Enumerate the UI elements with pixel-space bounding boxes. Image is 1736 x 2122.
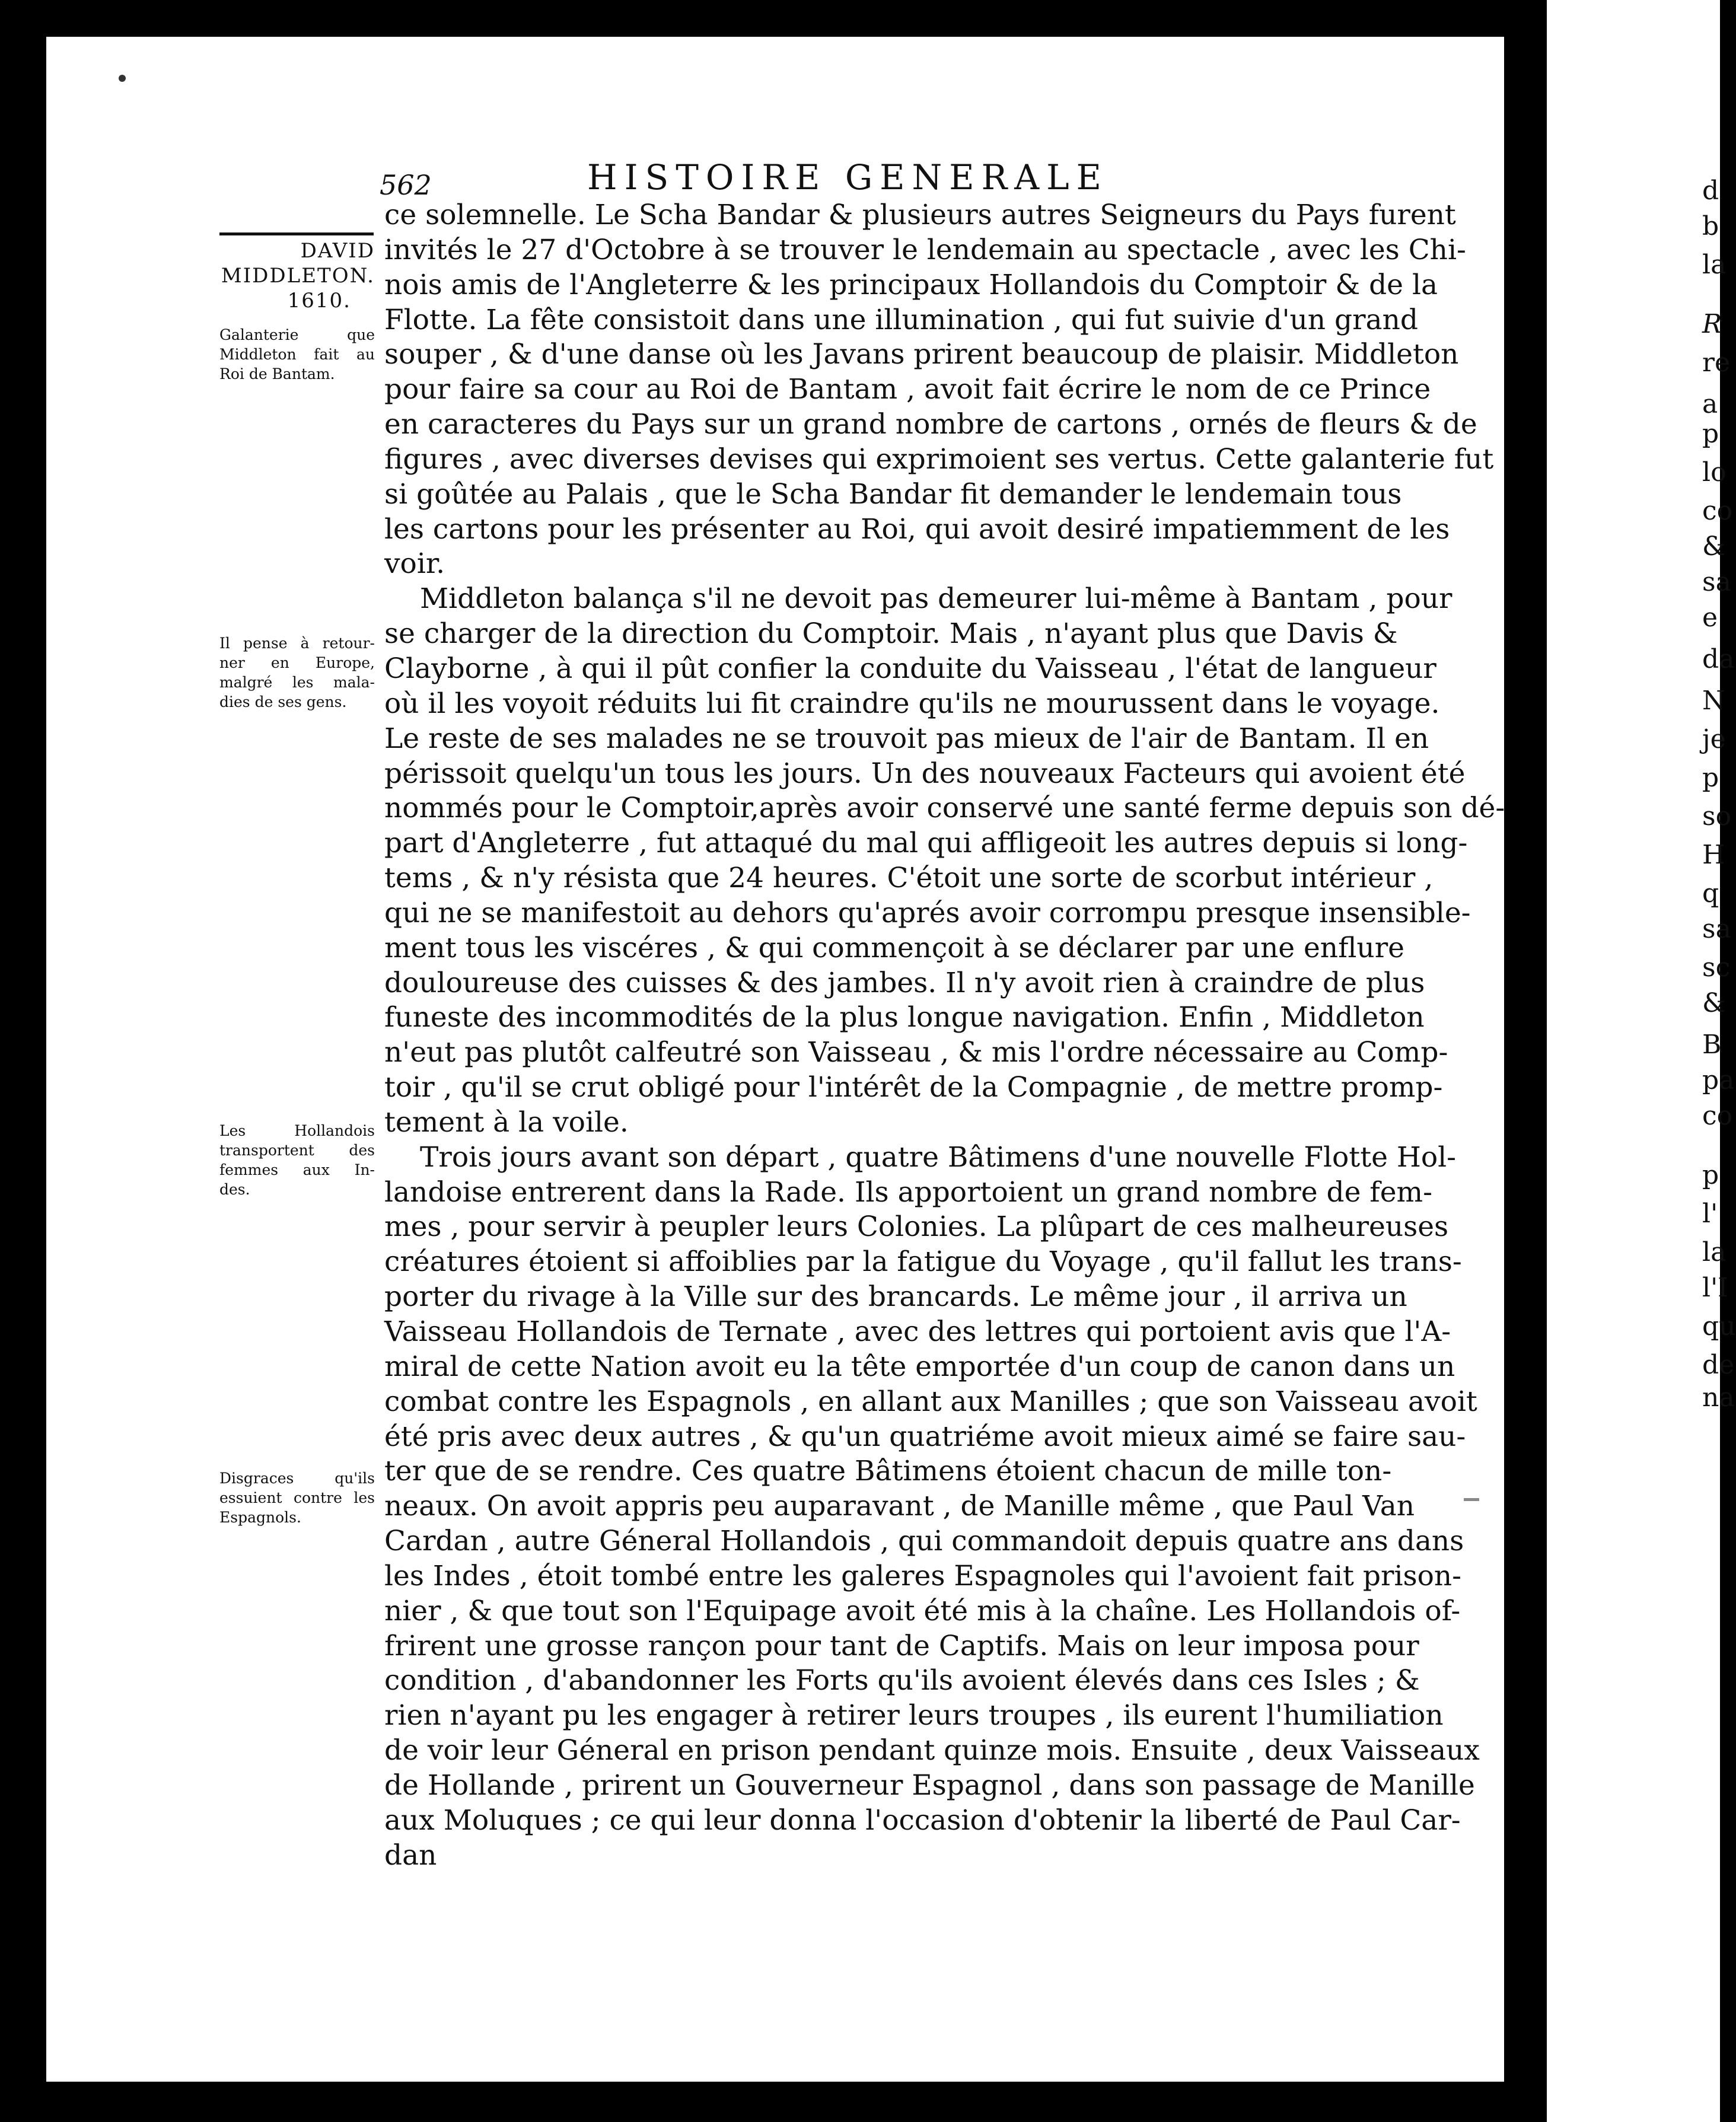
text-line: Trois jours avant son départ , quatre Bâtimens d'une nouvelle Flotte Hol- [420,1140,1457,1174]
margin-note-line: dies de ses gens. [219,693,347,710]
facing-page-fragment: re [1702,348,1731,378]
text-line: tems , & n'y résista que 24 heures. C'étoit une sorte de scorbut intérieur , [384,862,1434,895]
text-line: ter que de se rendre. Ces quatre Bâtimens étoient chacun de mille ton- [384,1455,1392,1488]
margin-note-line: malgré les mala- [219,674,375,691]
text-line: qui ne se manifestoit au dehors qu'aprés avoir corrompu presque insensible- [384,896,1471,929]
facing-page-fragment: sa [1702,914,1731,944]
text-line: Clayborne , à qui il pût confier la conduite du Vaisseau , l'état de langueur [384,652,1436,685]
margin-note-retour [219,633,375,712]
text-line: périssoit quelqu'un tous les jours. Un des nouveaux Facteurs qui avoient été [384,757,1466,790]
facing-page-fragment: B [1702,1030,1722,1060]
text-line: créatures étoient si affoiblies par la fatigue du Voyage , qu'il fallut les trans- [384,1245,1462,1279]
text-line: si goûtée au Palais , que le Scha Bandar fit demander le lendemain tous [384,477,1402,511]
facing-page-fragment: l'I [1702,1273,1728,1303]
facing-page-fragment: la [1702,1237,1727,1267]
facing-page-fragment: de [1702,1350,1735,1380]
margin-note-line: femmes aux In- [219,1161,375,1178]
text-line: de voir leur Géneral en prison pendant quinze mois. Ensuite , deux Vaisseaux [384,1734,1480,1767]
facing-page-fragment: e [1702,603,1718,633]
facing-page-fragment: & [1702,988,1726,1018]
text-line: été pris avec deux autres , & qu'un quatriéme avoit mieux aimé se faire sau- [384,1420,1466,1453]
margin-note-line: ner en Europe, [219,654,375,671]
facing-page-fragment: da [1702,644,1735,674]
text-line: Middleton balança s'il ne devoit pas demeurer lui-même à Bantam , pour [420,582,1452,616]
text-line: souper , & d'une danse où les Javans prirent beaucoup de plaisir. Middleton [384,338,1459,371]
margin-note-line: essuient contre les [219,1489,375,1506]
text-line: combat contre les Espagnols , en allant aux Manilles ; que son Vaisseau avoit [384,1385,1477,1418]
margin-heading-surname: MIDDLETON. [221,264,375,288]
scan-mark [1464,1498,1479,1501]
facing-page-fragment: H [1702,840,1725,870]
text-line: porter du rivage à la Ville sur des brancards. Le même jour , il arriva un [384,1280,1407,1314]
facing-page-edge [1547,0,1736,2122]
margin-note-line: Middleton fait au [219,346,375,363]
text-line: frirent une grosse rançon pour tant de Captifs. Mais on leur imposa pour [384,1629,1419,1662]
facing-page-fragment: q [1702,878,1719,909]
facing-page-fragment: je [1702,724,1726,754]
text-line: tement à la voile. [384,1105,629,1139]
text-line: Vaisseau Hollandois de Ternate , avec des lettres qui portoient avis que l'A- [384,1315,1451,1348]
margin-note-line: Les Hollandois [219,1122,375,1139]
facing-page-fragment: na [1702,1382,1735,1413]
text-line: en caracteres du Pays sur un grand nombre de cartons , ornés de fleurs & de [384,408,1477,441]
text-line: nier , & que tout son l'Equipage avoit été mis à la chaîne. Les Hollandois of- [384,1594,1461,1627]
margin-note-disgraces [219,1468,375,1527]
facing-page-fragment: p [1702,1160,1719,1190]
running-head: HISTOIRE GENERALE [587,157,1109,197]
facing-page-fragment: lo [1702,457,1727,488]
margin-note-line: des. [219,1181,250,1198]
text-line: toir , qu'il se crut obligé pour l'intérêt de la Compagnie , de mettre promp- [384,1071,1443,1104]
text-line: n'eut pas plutôt calfeutré son Vaisseau , & mis l'ordre nécessaire au Comp- [384,1036,1448,1069]
text-line: pour faire sa cour au Roi de Bantam , avoit fait écrire le nom de ce Prince [384,373,1431,406]
facing-page-fragment: d [1702,176,1719,206]
text-line: miral de cette Nation avoit eu la tête emportée d'un coup de canon dans un [384,1350,1455,1383]
text-line: de Hollande , prirent un Gouverneur Espagnol , dans son passage de Manille [384,1769,1475,1802]
facing-page-fragment: N [1702,686,1725,716]
text-line: Le reste de ses malades ne se trouvoit pas mieux de l'air de Bantam. Il en [384,722,1429,755]
body-text [384,198,1505,1874]
margin-note-line: Galanterie que [219,326,375,343]
facing-page-fragment: sa [1702,567,1731,597]
margin-note-line: Espagnols. [219,1509,301,1526]
scan-speck [119,75,126,82]
text-line: rien n'ayant pu les engager à retirer leurs troupes , ils eurent l'humiliation [384,1699,1444,1732]
text-line: neaux. On avoit appris peu auparavant , de Manille même , que Paul Van [384,1490,1415,1523]
margin-note-femmes [219,1121,375,1199]
page-number: 562 [380,169,432,201]
margin-note-line: transportent des [219,1142,375,1159]
text-line: ment tous les viscéres , & qui commençoit à se déclarer par une enflure [384,931,1404,964]
text-line: aux Moluques ; ce qui leur donna l'occasion d'obtenir la liberté de Paul Car- [384,1804,1461,1837]
facing-page-fragment: la [1702,250,1727,280]
facing-page-fragment: p [1702,419,1719,449]
text-line: les cartons pour les présenter au Roi, qui avoit desiré impatiemment de les [384,512,1450,546]
facing-page-fragment: a [1702,389,1718,419]
margin-heading-name: DAVID [300,239,375,263]
text-line: nois amis de l'Angleterre & les principaux Hollandois du Comptoir & de la [384,268,1438,301]
margin-heading [219,238,375,313]
margin-note-line: Roi de Bantam. [219,365,335,383]
text-line: funeste des incommodités de la plus longue navigation. Enfin , Middleton [384,1001,1425,1034]
text-line: figures , avec diverses devises qui exprimoient ses vertus. Cette galanterie fut [384,442,1494,476]
facing-page-fragment: & [1702,531,1726,562]
margin-note-line: Il pense à retour- [219,635,375,652]
text-line: part d'Angleterre , fut attaqué du mal qui affligeoit les autres depuis si long- [384,827,1468,860]
facing-page-fragment: p [1702,763,1719,793]
text-line: Cardan , autre Géneral Hollandois , qui commandoit depuis quatre ans dans [384,1525,1464,1558]
facing-page-fragment: b [1702,211,1719,241]
text-line: landoise entrerent dans la Rade. Ils apportoient un grand nombre de fem- [384,1175,1432,1209]
margin-heading-year: 1610. [287,289,351,313]
text-line: voir. [384,547,445,581]
facing-page-fragment: R [1702,309,1722,339]
text-line: mes , pour servir à peupler leurs Colonies. La plûpart de ces malheureuses [384,1210,1449,1244]
text-line: invités le 27 d'Octobre à se trouver le lendemain au spectacle , avec les Chi- [384,233,1466,266]
text-line: où il les voyoit réduits lui fit craindre qu'ils ne mourussent dans le voyage. [384,687,1440,720]
facing-page-fragment: co [1702,496,1733,526]
margin-note-galanterie [219,325,375,384]
text-line: nommés pour le Comptoir,après avoir conservé une santé ferme depuis son dé- [384,792,1505,825]
margin-note-line: Disgraces qu'ils [219,1470,375,1487]
facing-page-fragment: co [1702,1101,1733,1131]
text-line: condition , d'abandonner les Forts qu'ils avoient élevés dans ces Isles ; & [384,1664,1420,1697]
text-line: ce solemnelle. Le Scha Bandar & plusieurs autres Seigneurs du Pays furent [384,199,1456,231]
text-line: se charger de la direction du Comptoir. Mais , n'ayant plus que Davis & [384,617,1398,651]
text-line: les Indes , étoit tombé entre les galeres Espagnoles qui l'avoient fait prison- [384,1559,1462,1592]
facing-page-fragment: qu [1702,1311,1736,1342]
text-line: Flotte. La fête consistoit dans une illumination , qui fut suivie d'un grand [384,303,1418,336]
facing-page-fragment: l' [1702,1199,1718,1229]
facing-page-fragment: so [1702,801,1732,831]
facing-page-fragment: sc [1702,952,1731,983]
facing-page-fragment: pa [1702,1065,1735,1095]
text-line: douloureuse des cuisses & des jambes. Il n'y avoit rien à craindre de plus [384,966,1425,999]
margin-rule [219,232,374,235]
text-line: dan [384,1839,437,1872]
